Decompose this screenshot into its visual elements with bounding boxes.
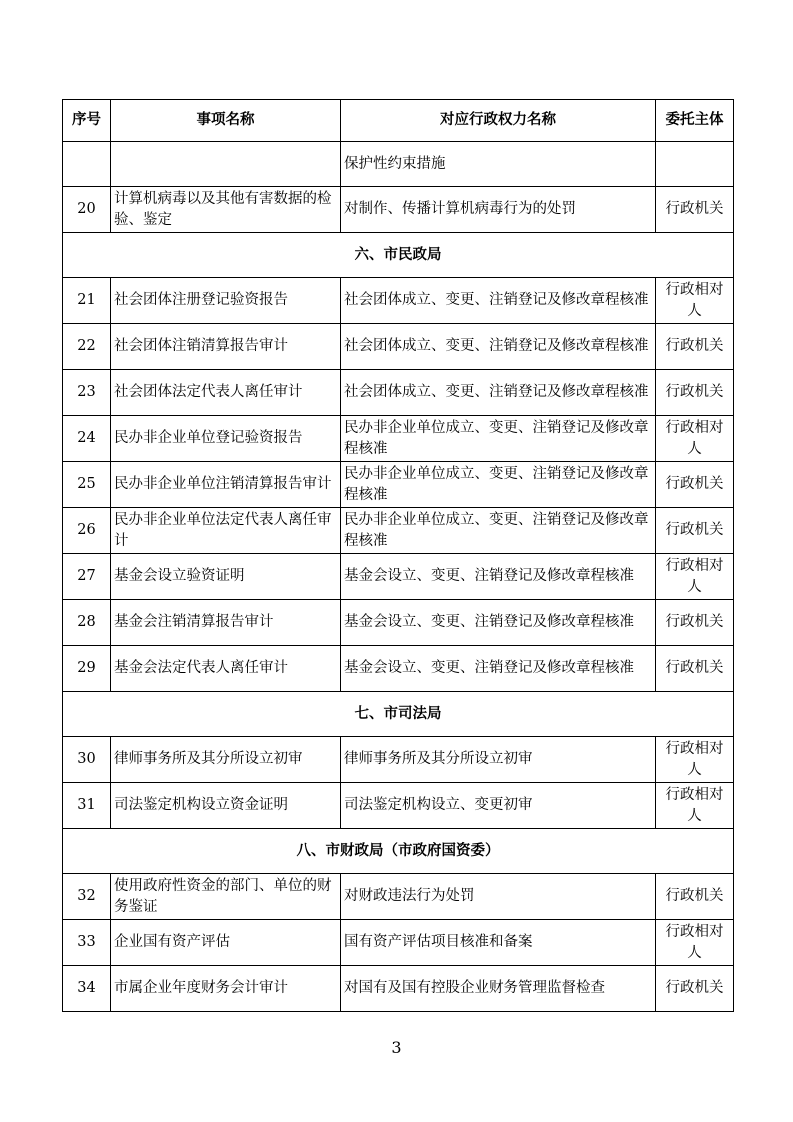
table-row bbox=[63, 874, 734, 920]
table-row bbox=[63, 554, 734, 600]
section-title: 八、市财政局（市政府国资委） bbox=[63, 829, 734, 874]
header-power: 对应行政权力名称 bbox=[341, 100, 656, 142]
row-item: 市属企业年度财务会计审计 bbox=[111, 966, 341, 1012]
row-entity bbox=[656, 142, 734, 187]
row-entity: 行政相对人 bbox=[656, 920, 734, 966]
page-number: 3 bbox=[391, 1038, 402, 1057]
row-no: 22 bbox=[63, 324, 111, 370]
table-row bbox=[63, 462, 734, 508]
row-power: 对财政违法行为处罚 bbox=[341, 874, 656, 920]
row-power: 民办非企业单位成立、变更、注销登记及修改章程核准 bbox=[341, 508, 656, 554]
row-power: 社会团体成立、变更、注销登记及修改章程核准 bbox=[341, 370, 656, 416]
row-item: 基金会设立验资证明 bbox=[111, 554, 341, 600]
delegation-table bbox=[62, 99, 734, 1012]
row-item bbox=[111, 142, 341, 187]
row-item: 基金会注销清算报告审计 bbox=[111, 600, 341, 646]
row-entity: 行政机关 bbox=[656, 874, 734, 920]
row-power: 保护性约束措施 bbox=[341, 142, 656, 187]
table-row bbox=[63, 737, 734, 783]
row-entity: 行政机关 bbox=[656, 462, 734, 508]
row-entity: 行政机关 bbox=[656, 600, 734, 646]
section-row bbox=[63, 692, 734, 737]
table-row bbox=[63, 920, 734, 966]
row-item: 社会团体注销清算报告审计 bbox=[111, 324, 341, 370]
row-no: 31 bbox=[63, 783, 111, 829]
header-item: 事项名称 bbox=[111, 100, 341, 142]
header-entity: 委托主体 bbox=[656, 100, 734, 142]
row-item: 民办非企业单位注销清算报告审计 bbox=[111, 462, 341, 508]
row-no: 33 bbox=[63, 920, 111, 966]
row-no: 28 bbox=[63, 600, 111, 646]
row-item: 使用政府性资金的部门、单位的财务鉴证 bbox=[111, 874, 341, 920]
row-no: 25 bbox=[63, 462, 111, 508]
row-item: 企业国有资产评估 bbox=[111, 920, 341, 966]
table-row bbox=[63, 600, 734, 646]
row-item: 司法鉴定机构设立资金证明 bbox=[111, 783, 341, 829]
table-row bbox=[63, 370, 734, 416]
row-power: 国有资产评估项目核准和备案 bbox=[341, 920, 656, 966]
header-no: 序号 bbox=[63, 100, 111, 142]
row-entity: 行政机关 bbox=[656, 508, 734, 554]
table-row bbox=[63, 416, 734, 462]
row-item: 社会团体注册登记验资报告 bbox=[111, 278, 341, 324]
row-no: 30 bbox=[63, 737, 111, 783]
table-row bbox=[63, 646, 734, 692]
row-entity: 行政相对人 bbox=[656, 737, 734, 783]
section-title: 六、市民政局 bbox=[63, 233, 734, 278]
row-item: 基金会法定代表人离任审计 bbox=[111, 646, 341, 692]
row-power: 民办非企业单位成立、变更、注销登记及修改章程核准 bbox=[341, 462, 656, 508]
row-power: 基金会设立、变更、注销登记及修改章程核准 bbox=[341, 646, 656, 692]
section-row bbox=[63, 233, 734, 278]
row-entity: 行政相对人 bbox=[656, 416, 734, 462]
row-power: 社会团体成立、变更、注销登记及修改章程核准 bbox=[341, 324, 656, 370]
section-row bbox=[63, 829, 734, 874]
row-no: 27 bbox=[63, 554, 111, 600]
row-no: 26 bbox=[63, 508, 111, 554]
row-power: 律师事务所及其分所设立初审 bbox=[341, 737, 656, 783]
row-entity: 行政机关 bbox=[656, 187, 734, 233]
row-no: 20 bbox=[63, 187, 111, 233]
row-no: 29 bbox=[63, 646, 111, 692]
row-entity: 行政机关 bbox=[656, 646, 734, 692]
row-no: 21 bbox=[63, 278, 111, 324]
row-item: 民办非企业单位法定代表人离任审计 bbox=[111, 508, 341, 554]
table-row bbox=[63, 278, 734, 324]
row-no: 32 bbox=[63, 874, 111, 920]
section-title: 七、市司法局 bbox=[63, 692, 734, 737]
row-power: 社会团体成立、变更、注销登记及修改章程核准 bbox=[341, 278, 656, 324]
table-row bbox=[63, 783, 734, 829]
row-power: 民办非企业单位成立、变更、注销登记及修改章程核准 bbox=[341, 416, 656, 462]
row-power: 司法鉴定机构设立、变更初审 bbox=[341, 783, 656, 829]
row-item: 律师事务所及其分所设立初审 bbox=[111, 737, 341, 783]
row-entity: 行政相对人 bbox=[656, 278, 734, 324]
row-no: 24 bbox=[63, 416, 111, 462]
row-item: 民办非企业单位登记验资报告 bbox=[111, 416, 341, 462]
row-no bbox=[63, 142, 111, 187]
table-row bbox=[63, 508, 734, 554]
row-power: 基金会设立、变更、注销登记及修改章程核准 bbox=[341, 600, 656, 646]
row-entity: 行政相对人 bbox=[656, 554, 734, 600]
table-row bbox=[63, 142, 734, 187]
row-item: 社会团体法定代表人离任审计 bbox=[111, 370, 341, 416]
row-no: 23 bbox=[63, 370, 111, 416]
table-row bbox=[63, 966, 734, 1012]
row-no: 34 bbox=[63, 966, 111, 1012]
row-entity: 行政机关 bbox=[656, 324, 734, 370]
row-power: 对制作、传播计算机病毒行为的处罚 bbox=[341, 187, 656, 233]
table-row bbox=[63, 324, 734, 370]
row-power: 基金会设立、变更、注销登记及修改章程核准 bbox=[341, 554, 656, 600]
table-header-row bbox=[63, 100, 734, 142]
table-row bbox=[63, 187, 734, 233]
row-entity: 行政机关 bbox=[656, 966, 734, 1012]
row-entity: 行政相对人 bbox=[656, 783, 734, 829]
row-entity: 行政机关 bbox=[656, 370, 734, 416]
row-power: 对国有及国有控股企业财务管理监督检查 bbox=[341, 966, 656, 1012]
row-item: 计算机病毒以及其他有害数据的检验、鉴定 bbox=[111, 187, 341, 233]
